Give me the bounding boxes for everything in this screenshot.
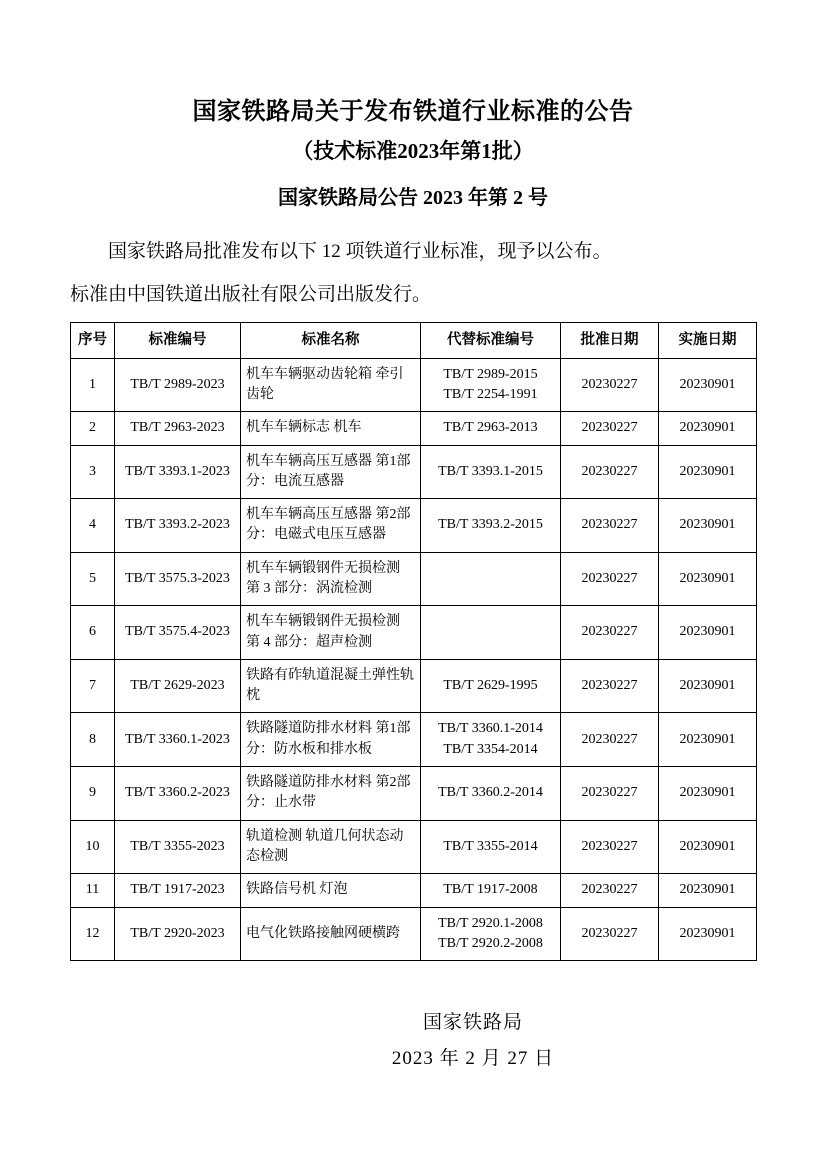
signature-block xyxy=(70,1005,756,1077)
cell-replaced-code xyxy=(421,659,561,713)
cell-implemented-date: 20230901 xyxy=(659,713,757,767)
cell-standard-name: 电气化铁路接触网硬横跨 xyxy=(241,907,421,961)
replaced-code-line: TB/T 3393.1-2015 xyxy=(438,463,543,479)
cell-standard-code: TB/T 3393.2-2023 xyxy=(115,499,241,553)
cell-approved-date: 20230227 xyxy=(561,606,659,660)
cell-implemented-date: 20230901 xyxy=(659,412,757,445)
cell-standard-code: TB/T 1917-2023 xyxy=(115,874,241,907)
replaced-code-line: TB/T 2963-2013 xyxy=(443,420,538,436)
cell-replaced-code xyxy=(421,412,561,445)
table-header-row xyxy=(71,322,757,358)
table-row xyxy=(71,606,757,660)
cell-standard-code: TB/T 2629-2023 xyxy=(115,659,241,713)
cell-standard-code: TB/T 3360.2-2023 xyxy=(115,767,241,821)
cell-standard-code: TB/T 3360.1-2023 xyxy=(115,713,241,767)
cell-replaced-code xyxy=(421,499,561,553)
cell-seq: 4 xyxy=(71,499,115,553)
page-subtitle: （技术标准2023年第1批） xyxy=(292,138,534,163)
body-paragraph-2: 标准由中国铁道出版社有限公司出版发行。 xyxy=(70,284,432,306)
replaced-code-line: TB/T 2629-1995 xyxy=(443,678,538,694)
table-row xyxy=(71,552,757,606)
cell-seq: 12 xyxy=(71,907,115,961)
table-row xyxy=(71,499,757,553)
cell-implemented-date: 20230901 xyxy=(659,659,757,713)
cell-approved-date: 20230227 xyxy=(561,412,659,445)
table-row xyxy=(71,659,757,713)
cell-approved-date: 20230227 xyxy=(561,767,659,821)
cell-standard-name: 机车车辆高压互感器 第1部分：电流互感器 xyxy=(241,445,421,499)
table-row xyxy=(71,907,757,961)
cell-approved-date: 20230227 xyxy=(561,358,659,412)
cell-implemented-date: 20230901 xyxy=(659,767,757,821)
body-paragraph-1 xyxy=(70,235,756,268)
cell-standard-name: 铁路有砟轨道混凝土弹性轨枕 xyxy=(241,659,421,713)
cell-standard-code: TB/T 3355-2023 xyxy=(115,820,241,874)
cell-seq: 10 xyxy=(71,820,115,874)
cell-implemented-date: 20230901 xyxy=(659,874,757,907)
cell-replaced-code xyxy=(421,445,561,499)
cell-approved-date: 20230227 xyxy=(561,499,659,553)
cell-standard-code: TB/T 3393.1-2023 xyxy=(115,445,241,499)
table-row xyxy=(71,412,757,445)
cell-standard-code: TB/T 2963-2023 xyxy=(115,412,241,445)
cell-implemented-date: 20230901 xyxy=(659,606,757,660)
cell-replaced-code xyxy=(421,606,561,660)
cell-implemented-date: 20230901 xyxy=(659,820,757,874)
cell-standard-name: 机车车辆高压互感器 第2部分：电磁式电压互感器 xyxy=(241,499,421,553)
standards-table-body xyxy=(71,358,757,961)
replaced-code-line: TB/T 2920.2-2008 xyxy=(438,935,543,951)
cell-approved-date: 20230227 xyxy=(561,820,659,874)
cell-replaced-code xyxy=(421,552,561,606)
column-header-implemented: 实施日期 xyxy=(659,322,757,358)
cell-replaced-code xyxy=(421,767,561,821)
cell-implemented-date: 20230901 xyxy=(659,552,757,606)
standards-table xyxy=(70,322,757,962)
cell-seq: 6 xyxy=(71,606,115,660)
cell-seq: 11 xyxy=(71,874,115,907)
cell-approved-date: 20230227 xyxy=(561,659,659,713)
cell-implemented-date: 20230901 xyxy=(659,358,757,412)
column-header-seq: 序号 xyxy=(71,322,115,358)
cell-replaced-code xyxy=(421,358,561,412)
column-header-code: 标准编号 xyxy=(115,322,241,358)
replaced-code-line: TB/T 1917-2008 xyxy=(443,882,538,898)
cell-approved-date: 20230227 xyxy=(561,713,659,767)
cell-approved-date: 20230227 xyxy=(561,907,659,961)
table-row xyxy=(71,445,757,499)
page-title: 国家铁路局关于发布铁道行业标准的公告 xyxy=(192,99,634,125)
replaced-code-line: TB/T 2920.1-2008 xyxy=(438,915,543,931)
table-row xyxy=(71,820,757,874)
cell-standard-name: 机车车辆标志 机车 xyxy=(241,412,421,445)
replaced-code-line: TB/T 3360.2-2014 xyxy=(438,785,543,801)
cell-standard-name: 机车车辆驱动齿轮箱 牵引齿轮 xyxy=(241,358,421,412)
cell-standard-code: TB/T 3575.3-2023 xyxy=(115,552,241,606)
table-row xyxy=(71,767,757,821)
table-row xyxy=(71,874,757,907)
cell-seq: 3 xyxy=(71,445,115,499)
cell-approved-date: 20230227 xyxy=(561,445,659,499)
replaced-code-line: TB/T 2989-2015 xyxy=(443,366,538,382)
cell-replaced-code xyxy=(421,820,561,874)
cell-implemented-date: 20230901 xyxy=(659,445,757,499)
cell-approved-date: 20230227 xyxy=(561,874,659,907)
column-header-replaced: 代替标准编号 xyxy=(421,322,561,358)
cell-seq: 5 xyxy=(71,552,115,606)
cell-replaced-code xyxy=(421,713,561,767)
column-header-approved: 批准日期 xyxy=(561,322,659,358)
body-paragraph-1-text: 国家铁路局批准发布以下 12 项铁道行业标准，现予以公布。 xyxy=(108,241,612,263)
replaced-code-line: TB/T 2254-1991 xyxy=(443,386,538,402)
signature-date: 2023 年 2 月 27 日 xyxy=(391,1048,555,1070)
cell-seq: 9 xyxy=(71,767,115,821)
cell-standard-name: 铁路隧道防排水材料 第2部分：止水带 xyxy=(241,767,421,821)
cell-seq: 1 xyxy=(71,358,115,412)
column-header-name: 标准名称 xyxy=(241,322,421,358)
replaced-code-line: TB/T 3360.1-2014 xyxy=(438,721,543,737)
table-row xyxy=(71,358,757,412)
table-row xyxy=(71,713,757,767)
replaced-code-line: TB/T 3354-2014 xyxy=(443,741,538,757)
cell-standard-code: TB/T 3575.4-2023 xyxy=(115,606,241,660)
cell-standard-code: TB/T 2989-2023 xyxy=(115,358,241,412)
cell-implemented-date: 20230901 xyxy=(659,907,757,961)
cell-seq: 8 xyxy=(71,713,115,767)
cell-seq: 2 xyxy=(71,412,115,445)
cell-standard-name: 机车车辆锻钢件无损检测 第 3 部分：涡流检测 xyxy=(241,552,421,606)
cell-standard-name: 铁路信号机 灯泡 xyxy=(241,874,421,907)
cell-standard-name: 机车车辆锻钢件无损检测 第 4 部分：超声检测 xyxy=(241,606,421,660)
cell-standard-code: TB/T 2920-2023 xyxy=(115,907,241,961)
cell-standard-name: 轨道检测 轨道几何状态动态检测 xyxy=(241,820,421,874)
cell-standard-name: 铁路隧道防排水材料 第1部分：防水板和排水板 xyxy=(241,713,421,767)
cell-replaced-code xyxy=(421,874,561,907)
announcement-number: 国家铁路局公告 2023 年第 2 号 xyxy=(278,187,548,210)
cell-seq: 7 xyxy=(71,659,115,713)
cell-implemented-date: 20230901 xyxy=(659,499,757,553)
replaced-code-line: TB/T 3393.2-2015 xyxy=(438,517,543,533)
cell-replaced-code xyxy=(421,907,561,961)
signature-organization: 国家铁路局 xyxy=(422,1012,523,1034)
replaced-code-line: TB/T 3355-2014 xyxy=(443,838,538,854)
cell-approved-date: 20230227 xyxy=(561,552,659,606)
